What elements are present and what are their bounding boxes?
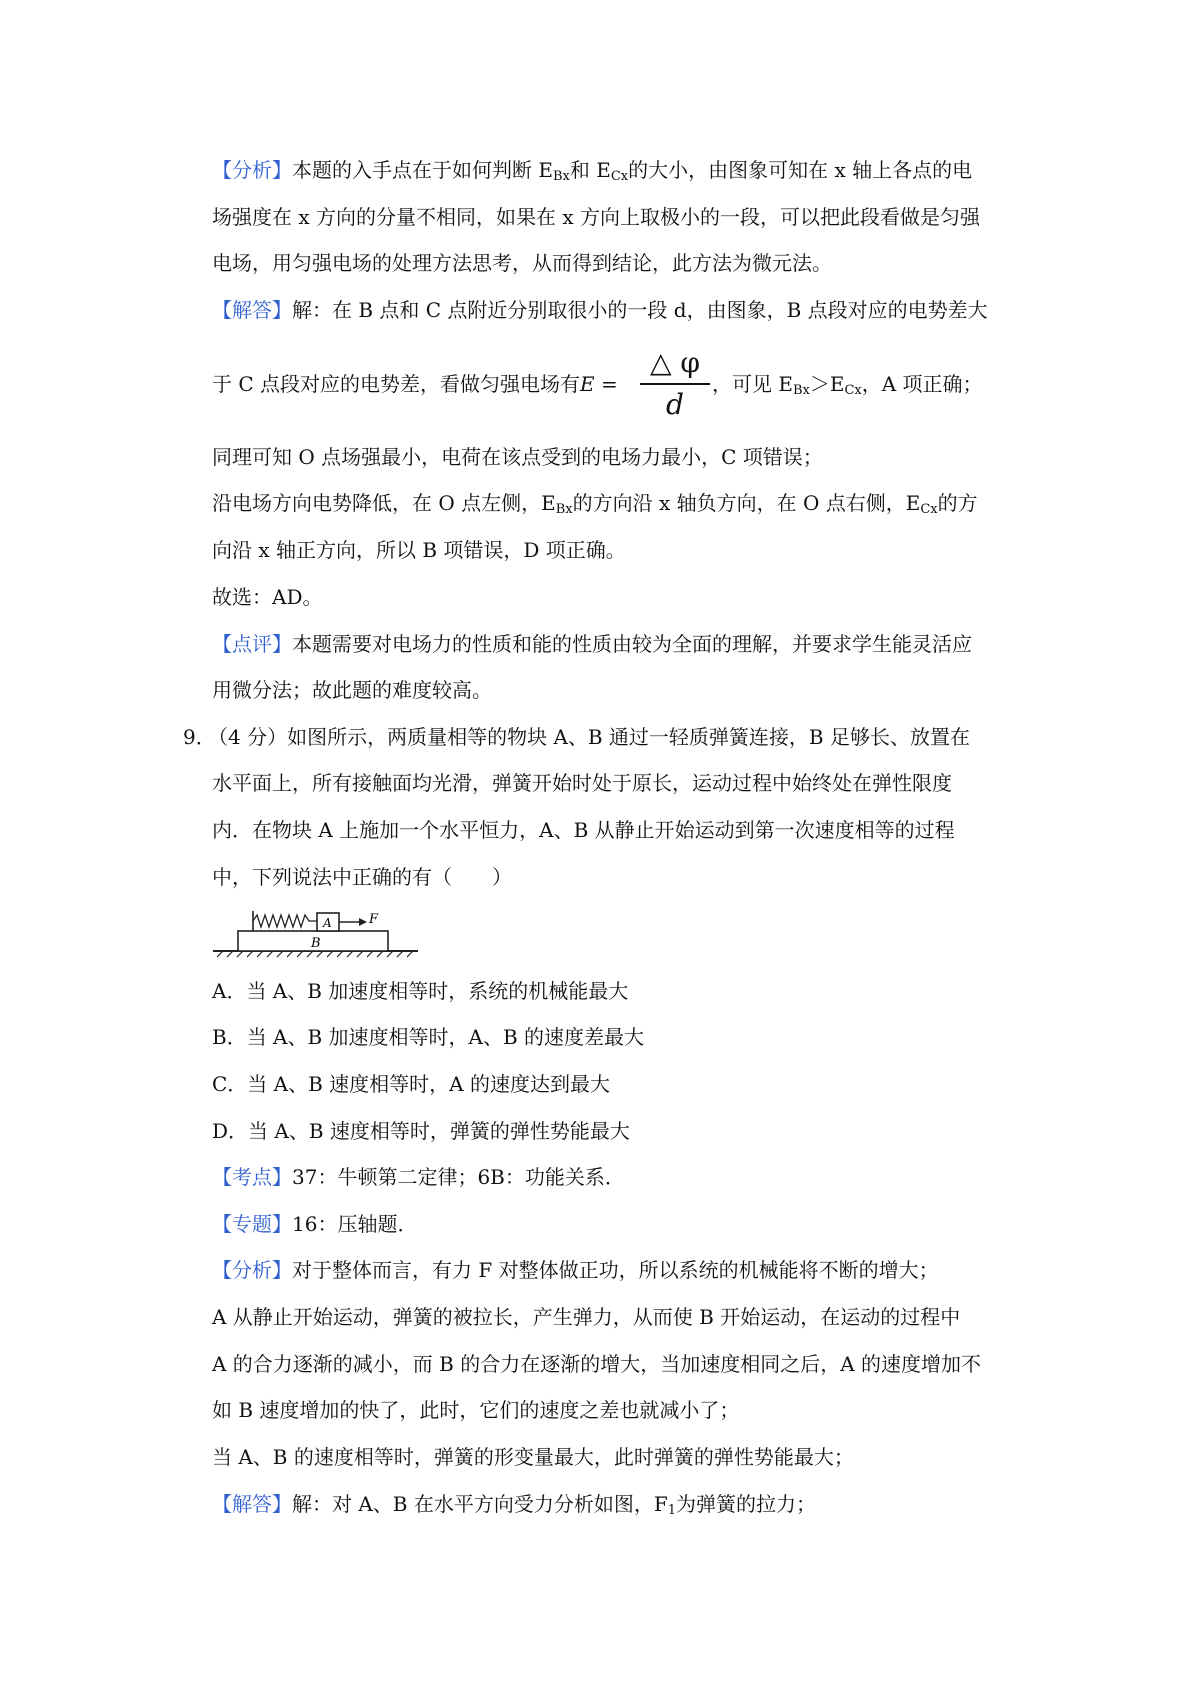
answer-line-2-left [212, 369, 618, 399]
question-number: 9． [183, 725, 216, 749]
analysis-line-3: 电场，用匀强电场的处理方法思考，从而得到结论，此方法为微元法。 [212, 251, 832, 275]
text: 本题需要对电场力的性质和能的性质由较为全面的理解，并要求学生能灵活应 [292, 632, 972, 656]
text: 沿电场方向电势降低，在 O 点左侧，E [212, 491, 556, 515]
answer-line-2-right [712, 369, 983, 406]
comment-line-1 [212, 629, 972, 659]
subscript: Cx [844, 383, 862, 398]
text: 的方 [937, 491, 978, 515]
question-line-1: （4 分）如图所示，两质量相等的物块 A、B 通过一轻质弹簧连接，B 足够长、放置在 [208, 725, 970, 749]
text: 为弹簧的拉力； [676, 1492, 817, 1516]
analysis-line-1 [212, 155, 972, 192]
block-a-label: A [323, 916, 332, 930]
subscript: Cx [610, 169, 629, 184]
text: ＞E [809, 372, 845, 396]
subscript: Bx [555, 502, 573, 517]
text: 本题的入手点在于如何判断 E [292, 158, 553, 182]
analysis2-line-1 [212, 1255, 939, 1285]
subscript: 1 [667, 1503, 677, 1518]
text: 解：在 B 点和 C 点附近分别取很小的一段 d，由图象，B 点段对应的电势差大 [292, 298, 988, 322]
subscript: Bx [792, 383, 810, 398]
kaodian-line [212, 1162, 625, 1192]
text: 和 E [569, 158, 611, 182]
text: 解：对 A、B 在水平方向受力分析如图，F [292, 1492, 668, 1516]
answer2-line-1 [212, 1489, 816, 1526]
block-b-label: B [311, 936, 321, 951]
text: 的方向沿 x 轴负方向，在 O 点右侧，E [572, 491, 921, 515]
analysis-line-2: 场强度在 x 方向的分量不相同，如果在 x 方向上取极小的一段，可以把此段看做是匀强 [212, 205, 980, 229]
analysis2-line-4: 如 B 速度增加的快了，此时，它们的速度之差也就减小了； [212, 1398, 740, 1422]
arrow-head-icon [359, 918, 367, 926]
spring-block-diagram [213, 903, 423, 958]
text: ，可见 E [712, 372, 793, 396]
answer-line-5: 向沿 x 轴正方向，所以 B 项错误，D 项正确。 [212, 538, 626, 562]
question-line-3: 内．在物块 A 上施加一个水平恒力，A、B 从静止开始运动到第一次速度相等的过程 [212, 818, 955, 842]
text: 于 C 点段对应的电势差，看做匀强电场有 [212, 372, 581, 396]
equation-lhs: E = [580, 372, 618, 396]
spring [253, 915, 317, 927]
zhuanti-tag: 【专题】 [212, 1212, 292, 1236]
text: 的大小，由图象可知在 x 轴上各点的电 [628, 158, 973, 182]
answer-line-3: 同理可知 O 点场强最小，电荷在该点受到的电场力最小，C 项错误； [212, 445, 823, 469]
question-line-2: 水平面上，所有接触面均光滑，弹簧开始时处于原长，运动过程中始终处在弹性限度 [212, 771, 952, 795]
comment-line-2: 用微分法；故此题的难度较高。 [212, 678, 492, 702]
analysis2-line-3: A 的合力逐渐的减小，而 B 的合力在逐渐的增大，当加速度相同之后，A 的速度增加不 [212, 1352, 982, 1376]
fraction-delta-phi-over-d [640, 345, 710, 423]
analysis2-tag: 【分析】 [212, 1258, 292, 1282]
option-b: B．当 A、B 加速度相等时，A、B 的速度差最大 [212, 1025, 645, 1049]
answer-line-6: 故选：AD。 [212, 585, 323, 609]
text: 16：压轴题． [292, 1212, 418, 1236]
fraction-bar [640, 383, 710, 385]
comment-tag: 【点评】 [212, 632, 292, 656]
analysis-tag: 【分析】 [212, 158, 292, 182]
answer2-tag: 【解答】 [212, 1492, 292, 1516]
option-d: D．当 A、B 速度相等时，弹簧的弹性势能最大 [212, 1119, 630, 1143]
answer-line-1 [212, 295, 988, 325]
option-a: A．当 A、B 加速度相等时，系统的机械能最大 [212, 979, 629, 1003]
subscript: Cx [920, 502, 938, 517]
fraction-denominator: d [666, 388, 684, 421]
answer-line-4 [212, 488, 978, 525]
kaodian-tag: 【考点】 [212, 1165, 292, 1189]
text: 对于整体而言，有力 F 对整体做正功，所以系统的机械能将不断的增大； [292, 1258, 939, 1282]
analysis2-line-5: 当 A、B 的速度相等时，弹簧的形变量最大，此时弹簧的弹性势能最大； [212, 1445, 854, 1469]
fraction-numerator: △ φ [649, 346, 701, 379]
text: ，A 项正确； [861, 372, 983, 396]
answer-tag: 【解答】 [212, 298, 292, 322]
option-c: C．当 A、B 速度相等时，A 的速度达到最大 [212, 1072, 610, 1096]
question-line-4: 中，下列说法中正确的有（ ） [212, 865, 512, 889]
force-label: F [369, 912, 379, 927]
analysis2-line-2: A 从静止开始运动，弹簧的被拉长，产生弹力，从而使 B 开始运动，在运动的过程中 [212, 1305, 961, 1329]
text: 37：牛顿第二定律；6B：功能关系． [292, 1165, 625, 1189]
subscript: Bx [552, 169, 570, 184]
zhuanti-line [212, 1209, 417, 1239]
